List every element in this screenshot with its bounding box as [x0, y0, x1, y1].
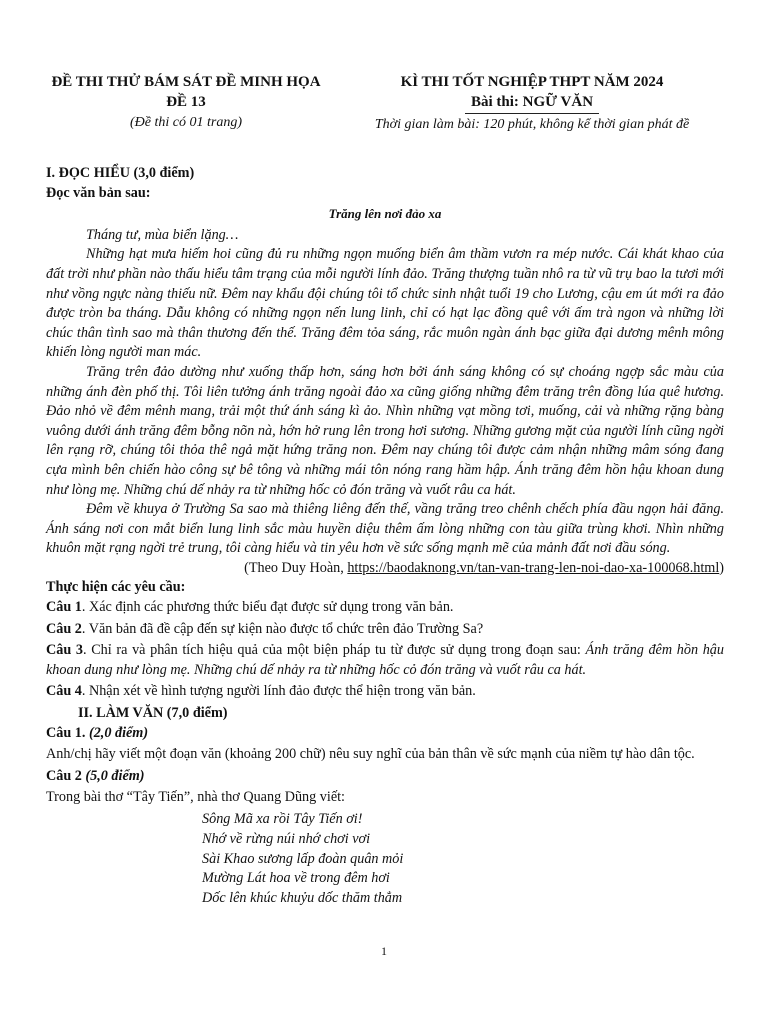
question-label: Câu 2 — [46, 767, 82, 784]
reading-instruction: Đọc văn bản sau: — [46, 184, 151, 201]
question-quote: Ánh trăng đêm hồn hậu khoan dung như lòng mẹ. Những chú dế nhảy ra từ những hốc cỏ đón trăng và vuốt râu ca hát. — [46, 642, 724, 678]
passage-paragraph: Đêm về khuya ở Trường Sa sao mà thiêng liêng đến thế, vầng trăng treo chênh chếch phía đầu ngọn hải đăng. Ánh sáng nơi con mắt biển lung linh sắc màu huyền diệu thêm ấm lòng những con tàu giữa trùng khơi. Nhìn những khuôn mặt rạng ngời trẻ trung, tôi càng hiểu và tin yêu hơn về sức sống mạnh mẽ của mảnh đất nơi đầu sóng. — [46, 501, 724, 557]
exam-header — [0, 72, 768, 142]
source-prefix: (Theo Duy Hoàn, — [244, 559, 348, 576]
poem-excerpt — [202, 810, 724, 909]
poem-line: Dốc lên khúc khuỷu dốc thăm thẳm — [202, 890, 403, 907]
question-label: Câu 3 — [46, 642, 83, 659]
page-number: 1 — [381, 944, 387, 958]
question-text: . Xác định các phương thức biểu đạt được sử dụng trong văn bản. — [81, 599, 454, 616]
question-item — [46, 598, 724, 618]
essay-question-1 — [46, 724, 724, 744]
question-item — [46, 682, 724, 702]
passage-paragraph: Những hạt mưa hiếm hoi cũng đủ ru những ngọn muống biển âm thầm vươn ra mép nước. Cái khát khao của đất trời như phần nào thấu hiểu tâm trạng của mỗi người lính đảo. Trăng thượng tuần nhô ra từ vũ trụ bao la tươi mới như vồng ngực nàng thiếu nữ. Đêm nay khẩu đội chúng tôi tổ chức sinh nhật tuổi 19 cho Lương, cậu em út mới ra đảo được tròn ba tháng. Dẫu không có những ngọn nến lung linh, chỉ có hạt lạc đồng quê với ấm trà ngon và những lời chúc thân tình sao mà thân thương đến thế. Trăng đêm tỏa sáng, rắc muôn ngàn ánh bạc giữa đại dương mênh mông khiến lòng người man mác. — [46, 246, 724, 361]
exam-body — [46, 164, 724, 909]
question-item — [46, 620, 724, 640]
question-label: Câu 4 — [46, 683, 82, 700]
source-suffix: ) — [719, 559, 724, 576]
question-points: (5,0 điểm) — [85, 767, 145, 784]
source-link[interactable]: https://baodaknong.vn/tan-van-trang-len-noi-dao-xa-100068.html — [347, 559, 720, 576]
question-text: . Nhận xét về hình tượng người lính đảo được thể hiện trong văn bản. — [81, 683, 476, 700]
passage-paragraph: Tháng tư, mùa biển lặng… — [86, 226, 239, 243]
essay-question-1-text: Anh/chị hãy viết một đoạn văn (khoảng 200 chữ) nêu suy nghĩ của bản thân về sức mạnh của niềm tự hào dân tộc. — [46, 746, 695, 763]
question-text: . Chỉ ra và phân tích hiệu quả của một biện pháp tu từ được sử dụng trong đoạn sau: — [83, 642, 586, 659]
header-right — [336, 72, 728, 135]
passage-title: Trăng lên nơi đảo xa — [328, 206, 442, 222]
poem-line: Mường Lát hoa về trong đêm hơi — [202, 870, 390, 887]
subject-label: Bài thi: NGỮ VĂN — [465, 92, 599, 114]
poem-line: Sài Khao sương lấp đoàn quân mỏi — [202, 850, 404, 867]
question-item — [46, 641, 724, 680]
time-limit-note: Thời gian làm bài: 120 phút, không kể thời gian phát đề — [374, 117, 690, 132]
question-text: . Văn bản đã đề cập đến sự kiện nào được tổ chức trên đảo Trường Sa? — [81, 620, 484, 637]
passage-paragraph: Trăng trên đảo dường như xuống thấp hơn, sáng hơn bởi ánh sáng không có sự choáng ngợp sắc màu của những ánh đèn phố thị. Tôi liên tưởng ánh trăng ngoài đảo xa cũng giống những đêm trăng trên đồng lúa quê hương. Đảo nhỏ về đêm mênh mang, trải một thứ ánh sáng kì ảo. Nhìn những vạt mồng tơi, muống, cải và những rặng bàng vuông dưới ánh trăng đêm bỗng nõn nà, hớn hở rung lên trong hơi sương. Những gương mặt của người lính cũng ngời lên rạng rỡ, chúng tôi thỏa thê ngả mặt hứng trăng non. Đêm nay chúng tôi được cảm nhận những mâm sóng đang cựa mình bên chiến hào công sự bê tông và những mái tôn nóng rang hầm hập. Ánh trăng đêm hồn hậu khoan dung như lòng mẹ. Những chú dế nhảy ra từ những hốc cỏ đón trăng và vuốt râu ca hát. — [46, 363, 724, 498]
section2-heading: II. LÀM VĂN (7,0 điểm) — [78, 705, 228, 722]
exam-type-title: ĐỀ THI THỬ BÁM SÁT ĐỀ MINH HỌA — [51, 74, 321, 90]
exam-name: KÌ THI TỐT NGHIỆP THPT NĂM 2024 — [400, 74, 664, 90]
poem-line: Sông Mã xa rồi Tây Tiến ơi! — [202, 811, 363, 827]
page-count-note: (Đề thi có 01 trang) — [130, 115, 242, 130]
header-left — [46, 72, 326, 133]
question-label: Câu 1. — [46, 724, 86, 741]
exam-number: ĐỀ 13 — [166, 94, 206, 110]
question-label: Câu 1 — [46, 599, 82, 616]
essay-question-2 — [46, 767, 724, 787]
question-points: (2,0 điểm) — [88, 724, 149, 741]
passage-source — [46, 559, 724, 579]
poem-line: Nhớ về rừng núi nhớ chơi vơi — [202, 830, 371, 847]
section1-heading: I. ĐỌC HIỂU (3,0 điểm) — [46, 165, 195, 181]
requirements-heading: Thực hiện các yêu cầu: — [46, 579, 186, 596]
essay-question-2-intro: Trong bài thơ “Tây Tiến”, nhà thơ Quang Dũng viết: — [46, 789, 345, 806]
question-label: Câu 2 — [46, 620, 82, 637]
